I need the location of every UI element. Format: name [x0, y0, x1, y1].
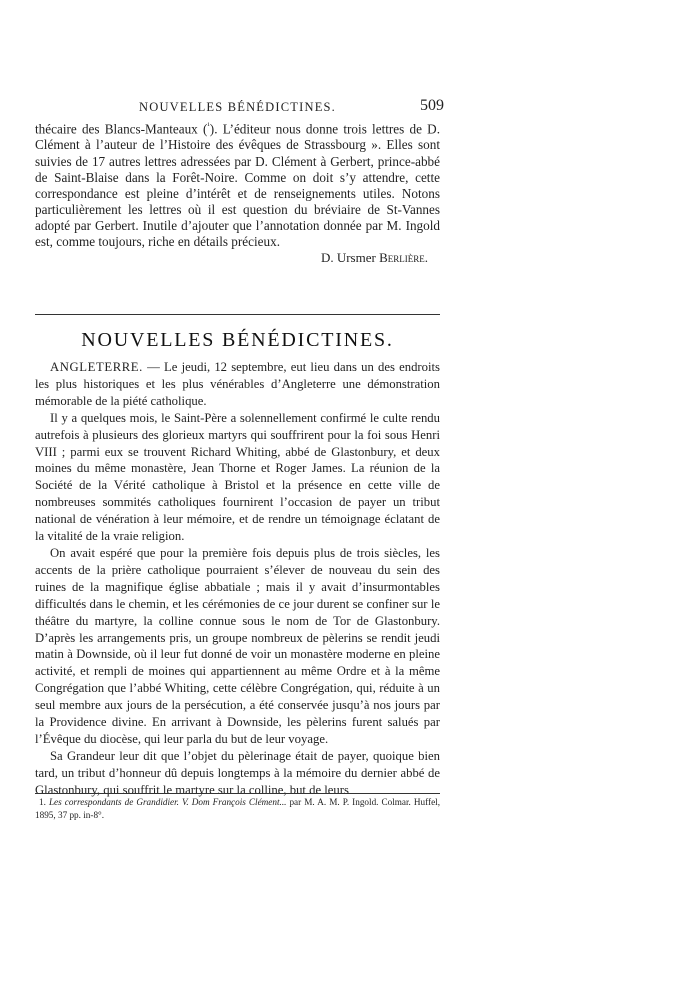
- signature-prefix: D. Ursmer: [320, 250, 380, 266]
- footnote-divider: [35, 793, 440, 794]
- footnote-title: Les correspondants de Grandidier. V. Dom François Clément...: [48, 797, 287, 807]
- section-divider: [35, 314, 440, 315]
- paragraph-text: — Le jeudi, 12 septembre, eut lieu dans un des endroits les plus historiques et les plus vénérables d’Angleterre une démonstration mémorable de la piété catholique.: [35, 360, 440, 408]
- footnote-reference: ¹: [207, 121, 210, 130]
- review-text-after: ). L’éditeur nous donne trois lettres de D. Clément à l’auteur de l’Histoire des évêques de Strassbourg ». Elles sont suivies de 17 autres lettres adressées par D. Clément à Gerbert, prince-abbé de Saint-Blaise dans la Forêt-Noire. Comme on doit s’y attendre, cette correspondance est pleine d’intérêt et de renseignements utiles. Notons particulièrement les lettres où il est question du bréviaire de St-Vannes adopté par Gerbert. Inutile d’ajouter que l’annotation donnée par M. Ingold est, comme toujours, riche en détails précieux.: [35, 121, 440, 250]
- paragraph-bishop: Sa Grandeur leur dit que l’objet du pèlerinage était de payer, quoique bien tard, un tribut d’honneur dû depuis longtemps à la mémoire du dernier abbé de Glastonbury, qui souffrit le martyre sur la colline, but de leurs: [35, 748, 440, 797]
- footnote-number: 1.: [39, 797, 46, 807]
- review-block: [35, 118, 440, 266]
- signature: [35, 250, 440, 266]
- section-title: NOUVELLES BÉNÉDICTINES.: [81, 329, 394, 351]
- signature-name: Berlière.: [379, 250, 428, 266]
- footnote-rest: par M. A. M. P. Ingold. Colmar. Huffel, 1895, 37 pp. in-8°.: [35, 797, 441, 820]
- review-text-before: thécaire des Blancs-Manteaux (: [35, 121, 208, 137]
- footnotes: [35, 796, 440, 821]
- paragraph-lead: ANGLETERRE.: [50, 360, 143, 374]
- page-number: 509: [420, 97, 444, 114]
- review-paragraph: [35, 118, 440, 250]
- article-body: [35, 359, 440, 799]
- running-title: NOUVELLES BÉNÉDICTINES.: [138, 100, 337, 114]
- footnote: [35, 796, 440, 821]
- paragraph-angleterre: [35, 359, 440, 410]
- paragraph-pilgrimage: On avait espéré que pour la première fois depuis plus de trois siècles, les accents de la prière catholique pourraient s’élever de nouveau du sein des ruines de la magnifique église abbatiale ; mais il y avait d’insurmontables difficultés dans le chemin, et les cérémonies de ce jour durent se confiner sur le théâtre du martyre, la colline connue sous le nom de Tor de Glastonbury. D’après les arrangements pris, un groupe nombreux de pèlerins se rendit jeudi matin à Downside, où il leur fut donné de voir un monastère moderne en pleine activité, et rempli de moines qui appartiennent au même Ordre et à la même Congrégation que l’abbé Whiting, cette célèbre Congrégation, qui, réduite à un seul membre aux jours de la persécution, a été conservée jusqu’à nos jours par la Providence divine. En arrivant à Downside, les pèlerins furent salués par l’Évêque du diocèse, qui leur parla du but de leur voyage.: [35, 545, 440, 746]
- paragraph-martyrs: Il y a quelques mois, le Saint-Père a solennellement confirmé le culte rendu autrefois à plusieurs des glorieux martyrs qui souffrirent pour la foi sous Henri VIII ; parmi eux se trouvent Richard Whiting, abbé de Glastonbury, et deux moines du même monastère, Jean Thorne et Roger James. La réunion de la Société de la Vérité catholique à Bristol et la présence en cette ville de nombreuses sommités catholiques fournirent l’occasion de payer un tribut national de vénération à leur mémoire, et de rendre un témoignage éclatant de la vitalité de la vraie religion.: [35, 410, 440, 544]
